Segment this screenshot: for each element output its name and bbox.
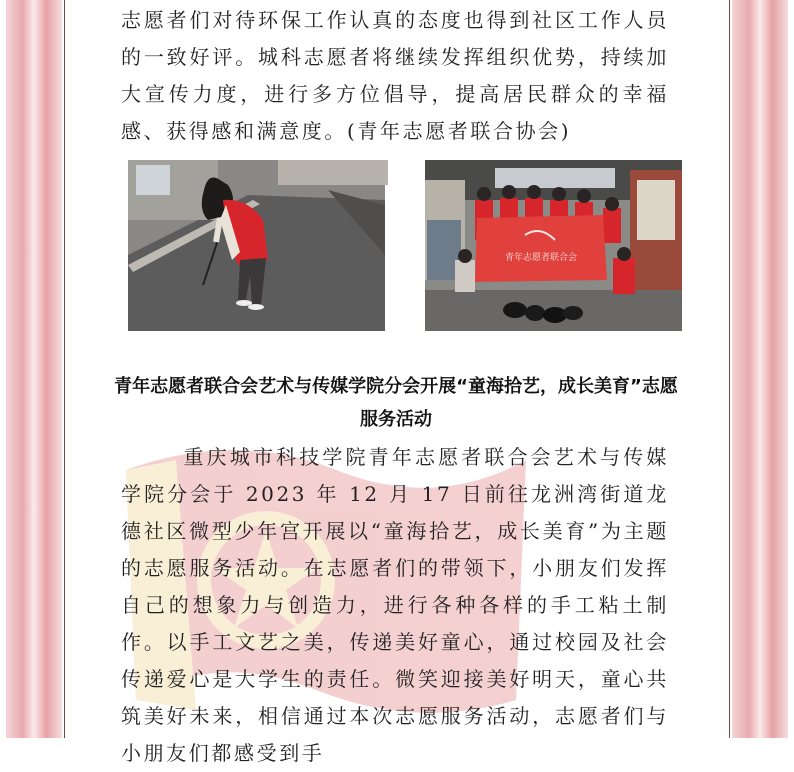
border-line-left bbox=[64, 0, 65, 738]
decorative-border-right bbox=[732, 0, 788, 738]
paragraph-main-text: 重庆城市科技学院青年志愿者联合会艺术与传媒学院分会于 2023 年 12 月 17 日前往龙洲湾街道龙德社区微型少年宫开展以“童海拾艺，成长美育”为主题的志愿服务活动。在志愿者们的带领下，小朋友们发挥自己的想象力与创造力，进行各种各样的手工粘土制作。以手工文艺之美，传递美好童心，通过校园及社会传递爱心是大学生的责任。微笑迎接美好明天，童心共筑美好未来，相信通过本次志愿服务活动，志愿者们与小朋友们都感受到手 bbox=[121, 445, 669, 765]
paragraph-top: 志愿者们对待环保工作认真的态度也得到社区工作人员的一致好评。城科志愿者将继续发挥组织优势，持续加大宣传力度，进行多方位倡导，提高居民群众的幸福感、获得感和满意度。(青年志愿者联合协会) bbox=[121, 8, 669, 143]
volunteer-picking-litter-photo bbox=[128, 160, 385, 331]
page-content bbox=[66, 0, 728, 765]
group-with-banner-photo bbox=[425, 160, 682, 331]
decorative-border-left bbox=[6, 0, 62, 738]
border-line-right bbox=[729, 0, 730, 738]
section-heading: 青年志愿者联合会艺术与传媒学院分会开展“童海拾艺，成长美育”志愿服务活动 bbox=[114, 376, 678, 430]
banner-text: 青年志愿者联合会 bbox=[504, 253, 578, 263]
paragraph-main bbox=[121, 439, 669, 772]
